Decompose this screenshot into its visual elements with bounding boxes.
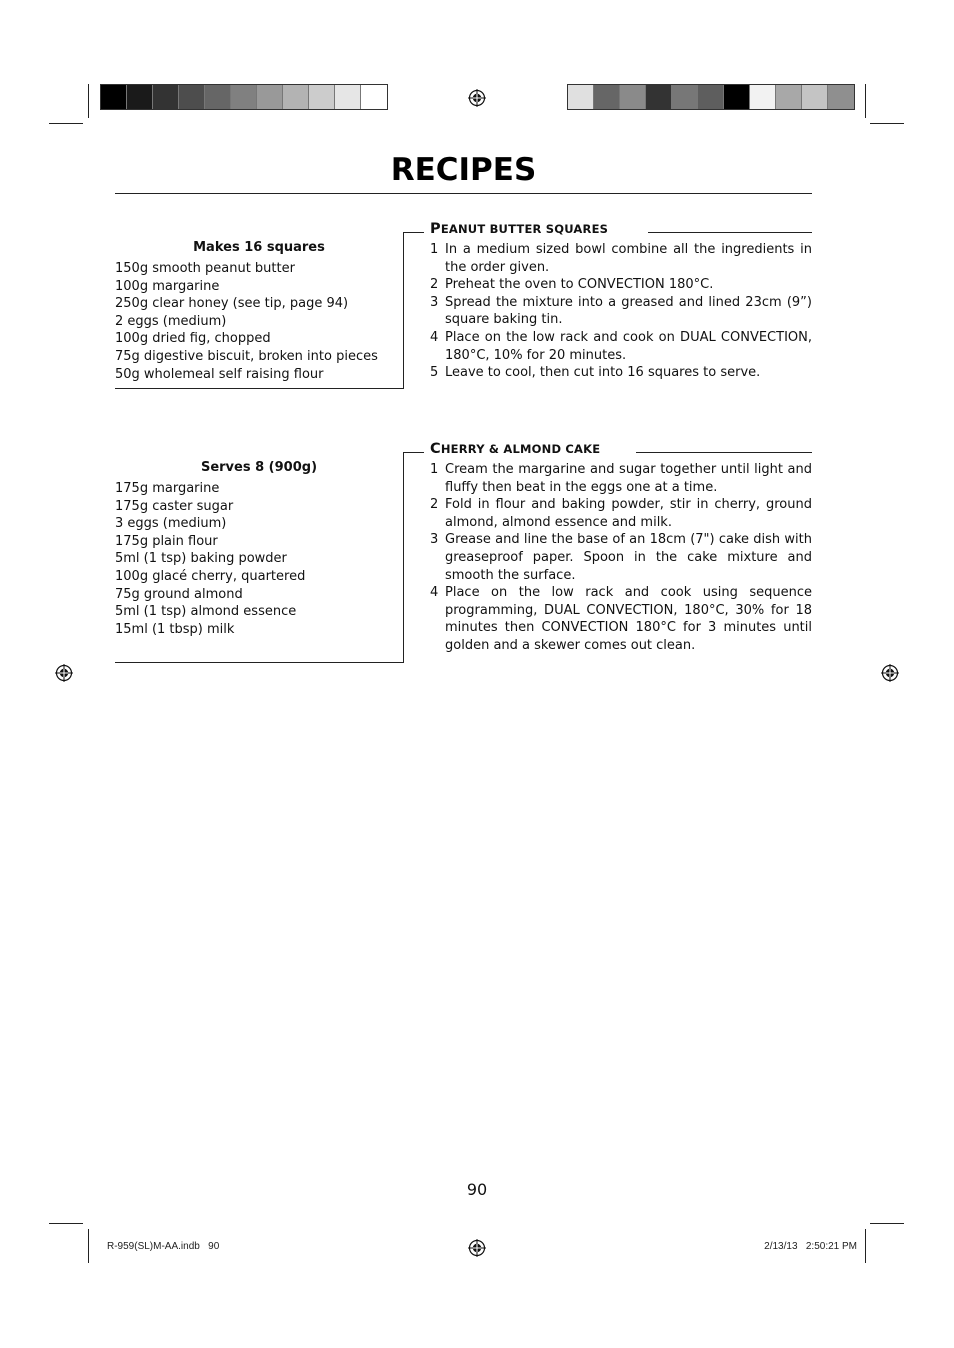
recipe-method [404, 441, 812, 655]
recipe-yield: Serves 8 (900g) [200, 460, 318, 475]
registration-mark-icon [881, 664, 899, 682]
color-swatch [724, 85, 750, 109]
color-swatch [620, 85, 646, 109]
color-swatch [568, 85, 594, 109]
recipe-heading [404, 441, 812, 459]
color-bar-left [100, 84, 388, 110]
ingredient: 75g ground almond [115, 586, 243, 602]
color-swatch [802, 85, 828, 109]
color-bar-right [567, 84, 855, 110]
method-step: 4 Place on the low rack and cook on DUAL CONVECTION, 180°C, 10% for 20 minutes. [430, 329, 812, 363]
page-number: 90 [466, 1180, 488, 1199]
color-swatch [335, 85, 361, 109]
ingredient: 100g dried fig, chopped [115, 331, 271, 347]
ingredient: 3 eggs (medium) [115, 516, 227, 532]
method-step: 2 Fold in flour and baking powder, stir in cherry, ground almond, almond essence and milk. [430, 497, 812, 530]
color-swatch [101, 85, 127, 109]
ingredient: 175g margarine [115, 481, 220, 496]
color-swatch [698, 85, 724, 109]
ingredient: 150g smooth peanut butter [115, 261, 295, 276]
color-swatch [594, 85, 620, 109]
title-divider [115, 193, 812, 194]
color-swatch [153, 85, 179, 109]
ingredient-list [115, 260, 403, 383]
ingredient-list [115, 480, 403, 638]
box-connector [403, 452, 404, 462]
ingredient: 100g glacé cherry, quartered [115, 568, 306, 584]
color-swatch [257, 85, 283, 109]
color-swatch [646, 85, 672, 109]
ingredient: 100g margarine [115, 278, 220, 294]
ingredient: 175g caster sugar [115, 498, 234, 514]
box-connector [403, 232, 404, 242]
heading-rule [648, 232, 812, 233]
method-step: 1 In a medium sized bowl combine all the ingredients in the order given. [430, 242, 812, 275]
color-swatch [309, 85, 335, 109]
crop-mark [88, 1229, 89, 1263]
method-step: 1 Cream the margarine and sugar together until light and fluffy then beat in the eggs one at a time. [430, 462, 812, 495]
crop-mark [49, 123, 83, 124]
ingredient: 5ml (1 tsp) baking powder [115, 551, 287, 567]
crop-mark [88, 84, 89, 118]
color-swatch [179, 85, 205, 109]
ingredient: 75g digestive biscuit, broken into pieces [115, 348, 378, 364]
slug-file: R-959(SL)M-AA.indb 90 [107, 1241, 220, 1252]
ingredient: 50g wholemeal self raising flour [115, 366, 324, 382]
color-swatch [231, 85, 257, 109]
color-swatch [283, 85, 309, 109]
ingredients-box [115, 240, 404, 389]
heading-rule [636, 452, 812, 453]
method-steps [430, 461, 812, 655]
ingredient: 15ml (1 tbsp) milk [115, 621, 235, 637]
recipe-heading [404, 221, 812, 239]
ingredient: 2 eggs (medium) [115, 313, 227, 329]
color-swatch [205, 85, 231, 109]
recipe-title: CHERRY & ALMOND CAKE [430, 441, 601, 457]
registration-mark-icon [468, 1239, 486, 1257]
method-step: 2 Preheat the oven to CONVECTION 180°C. [430, 277, 714, 293]
recipe-yield: Makes 16 squares [193, 240, 325, 255]
ingredient: 250g clear honey (see tip, page 94) [115, 296, 349, 312]
method-step: 5 Leave to cool, then cut into 16 squares to serve. [430, 365, 761, 381]
slug-timestamp: 2/13/13 2:50:21 PM [764, 1241, 857, 1252]
color-swatch [750, 85, 776, 109]
method-step: 4 Place on the low rack and cook using sequence programming, DUAL CONVECTION, 180°C, 30% for 18 minutes then CONVECTION 180°C for 3 minutes until golden and a skewer comes out clean. [430, 585, 812, 653]
ingredients-box [115, 460, 404, 663]
crop-mark [865, 84, 866, 118]
heading-rule [404, 232, 424, 233]
crop-mark [49, 1223, 83, 1224]
method-step: 3 Spread the mixture into a greased and lined 23cm (9”) square baking tin. [430, 294, 812, 328]
registration-mark-icon [468, 89, 486, 107]
heading-rule [404, 452, 424, 453]
method-step: 3 Grease and line the base of an 18cm (7") cake dish with greaseproof paper. Spoon in the cake mixture and smooth the surface. [430, 532, 812, 583]
crop-mark [870, 123, 904, 124]
method-steps [430, 241, 812, 382]
color-swatch [828, 85, 854, 109]
color-swatch [361, 85, 387, 109]
ingredient: 175g plain flour [115, 533, 218, 549]
recipe-title: PEANUT BUTTER SQUARES [430, 221, 609, 237]
color-swatch [672, 85, 698, 109]
registration-mark-icon [55, 664, 73, 682]
crop-mark [865, 1229, 866, 1263]
color-swatch [127, 85, 153, 109]
page-title: RECIPES [390, 152, 537, 188]
crop-mark [870, 1223, 904, 1224]
recipe-method [404, 221, 812, 382]
color-swatch [776, 85, 802, 109]
ingredient: 5ml (1 tsp) almond essence [115, 604, 297, 620]
